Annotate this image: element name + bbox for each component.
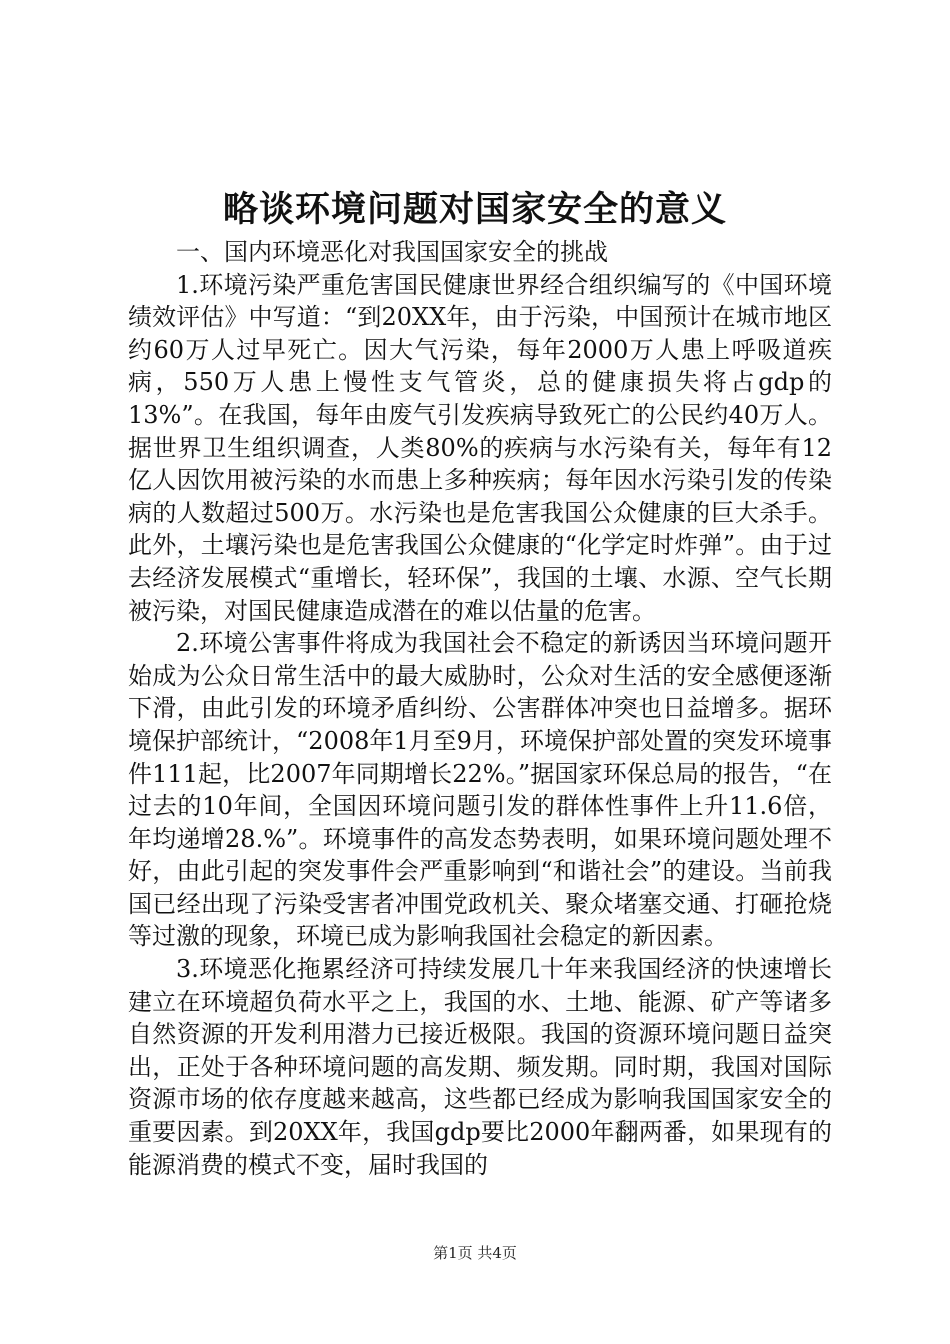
section-heading: 一、国内环境恶化对我国国家安全的挑战: [176, 238, 608, 266]
paragraph-3: 3.环境恶化拖累经济可持续发展几十年来我国经济的快速增长建立在环境超负荷水平之上，我国的水、土地、能源、矿产等诸多自然资源的开发利用潜力已接近极限。我国的资源环境问题日益突出，正处于各种环境问题的高发期、频发期。同时期，我国对国际资源市场的依存度越来越高，这些都已经成为影响我国国家安全的重要因素。到20XX年，我国gdp要比2000年翻两番，如果现有的能源消费的模式不变，届时我国的: [128, 955, 832, 1179]
document-title: 略谈环境问题对国家安全的意义: [222, 189, 727, 230]
paragraph-2: 2.环境公害事件将成为我国社会不稳定的新诱因当环境问题开始成为公众日常生活中的最大威胁时，公众对生活的安全感便逐渐下滑，由此引发的环境矛盾纠纷、公害群体冲突也日益增多。据环境保护部统计，“2008年1月至9月，环境保护部处置的突发环境事件111起，比2007年同期增长22%。”据国家环保总局的报告，“在过去的10年间，全国因环境问题引发的群体性事件上升11.6倍，年均递增28.%”。环境事件的高发态势表明，如果环境问题处理不好，由此引起的突发事件会严重影响到“和谐社会”的建设。当前我国已经出现了污染受害者冲围党政机关、聚众堵塞交通、打砸抢烧等过激的现象，环境已成为影响我国社会稳定的新因素。: [128, 629, 832, 951]
page-footer: 第1页 共4页: [433, 1244, 517, 1262]
paragraph-1: 1.环境污染严重危害国民健康世界经合组织编写的《中国环境绩效评估》中写道：“到20XX年，由于污染，中国预计在城市地区约60万人过早死亡。因大气污染，每年2000万人患上呼吸道疾病，550万人患上慢性支气管炎，总的健康损失将占gdp的13%”。在我国，每年由废气引发疾病导致死亡的公民约40万人。据世界卫生组织调查，人类80%的疾病与水污染有关，每年有12亿人因饮用被污染的水而患上多种疾病；每年因水污染引发的传染病的人数超过500万。水污染也是危害我国公众健康的巨大杀手。此外，土壤污染也是危害我国公众健康的“化学定时炸弹”。由于过去经济发展模式“重增长，轻环保”，我国的土壤、水源、空气长期被污染，对国民健康造成潜在的难以估量的危害。: [128, 270, 832, 625]
document-body: [128, 236, 832, 1181]
